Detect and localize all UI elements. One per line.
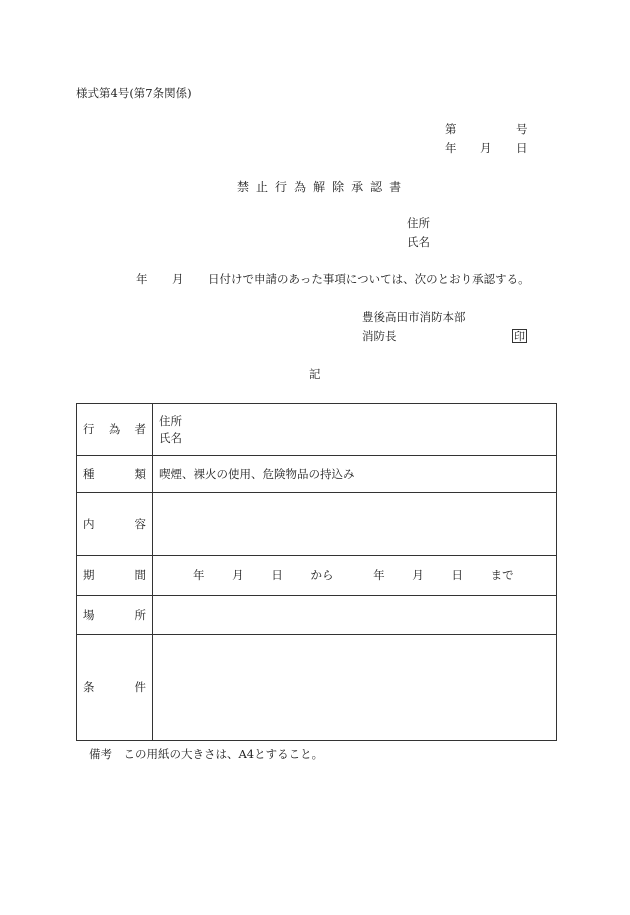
type-value-cell[interactable]: 喫煙、裸火の使用、危険物品の持込み <box>153 456 557 493</box>
label-char: 為 <box>108 422 121 437</box>
approval-details-table <box>76 403 557 741</box>
label-char: 容 <box>134 516 146 531</box>
period-start-month: 月 <box>232 568 244 583</box>
period-value-cell[interactable] <box>153 556 557 596</box>
label-cell <box>77 635 153 741</box>
period-end-day: 日 <box>451 568 463 583</box>
issuer-title: 消防長 <box>362 329 397 343</box>
content-value-cell[interactable] <box>153 493 557 556</box>
table-row-content <box>77 493 557 556</box>
period-start-year: 年 <box>193 568 205 583</box>
row-label-type <box>83 466 146 482</box>
row-label-conditions <box>83 679 146 695</box>
approval-statement: 日付けで申請のあった事項については、次のとおり承認する。 <box>208 272 530 286</box>
row-label-period <box>83 567 146 583</box>
label-char: 者 <box>134 422 146 437</box>
date-day-label: 日 <box>516 141 528 155</box>
label-cell <box>77 404 153 456</box>
label-cell <box>77 596 153 635</box>
label-char: 種 <box>83 466 95 481</box>
doc-number-prefix: 第 <box>445 122 457 136</box>
conditions-value-cell[interactable] <box>153 635 557 741</box>
recipient-address-label: 住所 <box>407 216 430 230</box>
title-char: 除 <box>332 180 345 194</box>
title-char: 認 <box>370 180 383 194</box>
table-row-place <box>77 596 557 635</box>
body-year-label: 年 <box>136 272 148 286</box>
ki-heading: 記 <box>309 367 321 381</box>
label-char: 場 <box>83 607 95 622</box>
title-char: 行 <box>275 180 288 194</box>
period-from: から <box>310 568 334 583</box>
title-char: 書 <box>389 180 402 194</box>
label-char: 間 <box>134 568 146 583</box>
recipient-name-label: 氏名 <box>407 235 430 249</box>
label-cell <box>77 556 153 596</box>
seal-mark: 印 <box>514 330 525 343</box>
period-start-day: 日 <box>271 568 283 583</box>
date-month-label: 月 <box>480 141 492 155</box>
actor-address-label: 住所 <box>159 414 182 429</box>
issuer-organization: 豊後高田市消防本部 <box>362 310 466 324</box>
label-char: 内 <box>83 516 95 531</box>
date-year-label: 年 <box>445 141 457 155</box>
title-char: 承 <box>351 180 364 194</box>
table-row-period <box>77 556 557 596</box>
table-row-conditions <box>77 635 557 741</box>
label-char: 期 <box>83 568 95 583</box>
label-char: 所 <box>134 607 146 622</box>
title-char: 止 <box>256 180 269 194</box>
label-cell <box>77 493 153 556</box>
label-char: 件 <box>134 680 146 695</box>
title-char: 為 <box>294 180 307 194</box>
label-cell <box>77 456 153 493</box>
doc-number-suffix: 号 <box>516 122 528 136</box>
actor-value-cell[interactable] <box>153 404 557 456</box>
row-label-place <box>83 607 146 623</box>
label-char: 行 <box>83 422 95 437</box>
period-until: まで <box>490 568 514 583</box>
place-value-cell[interactable] <box>153 596 557 635</box>
period-end-year: 年 <box>373 568 385 583</box>
body-month-label: 月 <box>172 272 184 286</box>
label-char: 類 <box>134 466 146 481</box>
table-row-actor <box>77 404 557 456</box>
title-char: 禁 <box>237 180 250 194</box>
label-char: 条 <box>83 680 95 695</box>
title-char: 解 <box>313 180 326 194</box>
actor-name-label: 氏名 <box>159 430 182 445</box>
row-label-content <box>83 516 146 532</box>
period-end-month: 月 <box>412 568 424 583</box>
document-title <box>237 181 408 194</box>
row-label-actor <box>83 421 146 437</box>
form-number: 様式第4号(第7条関係) <box>76 86 192 100</box>
footnote: 備考 この用紙の大きさは、A4とすること。 <box>89 747 324 761</box>
table-row-type <box>77 456 557 493</box>
